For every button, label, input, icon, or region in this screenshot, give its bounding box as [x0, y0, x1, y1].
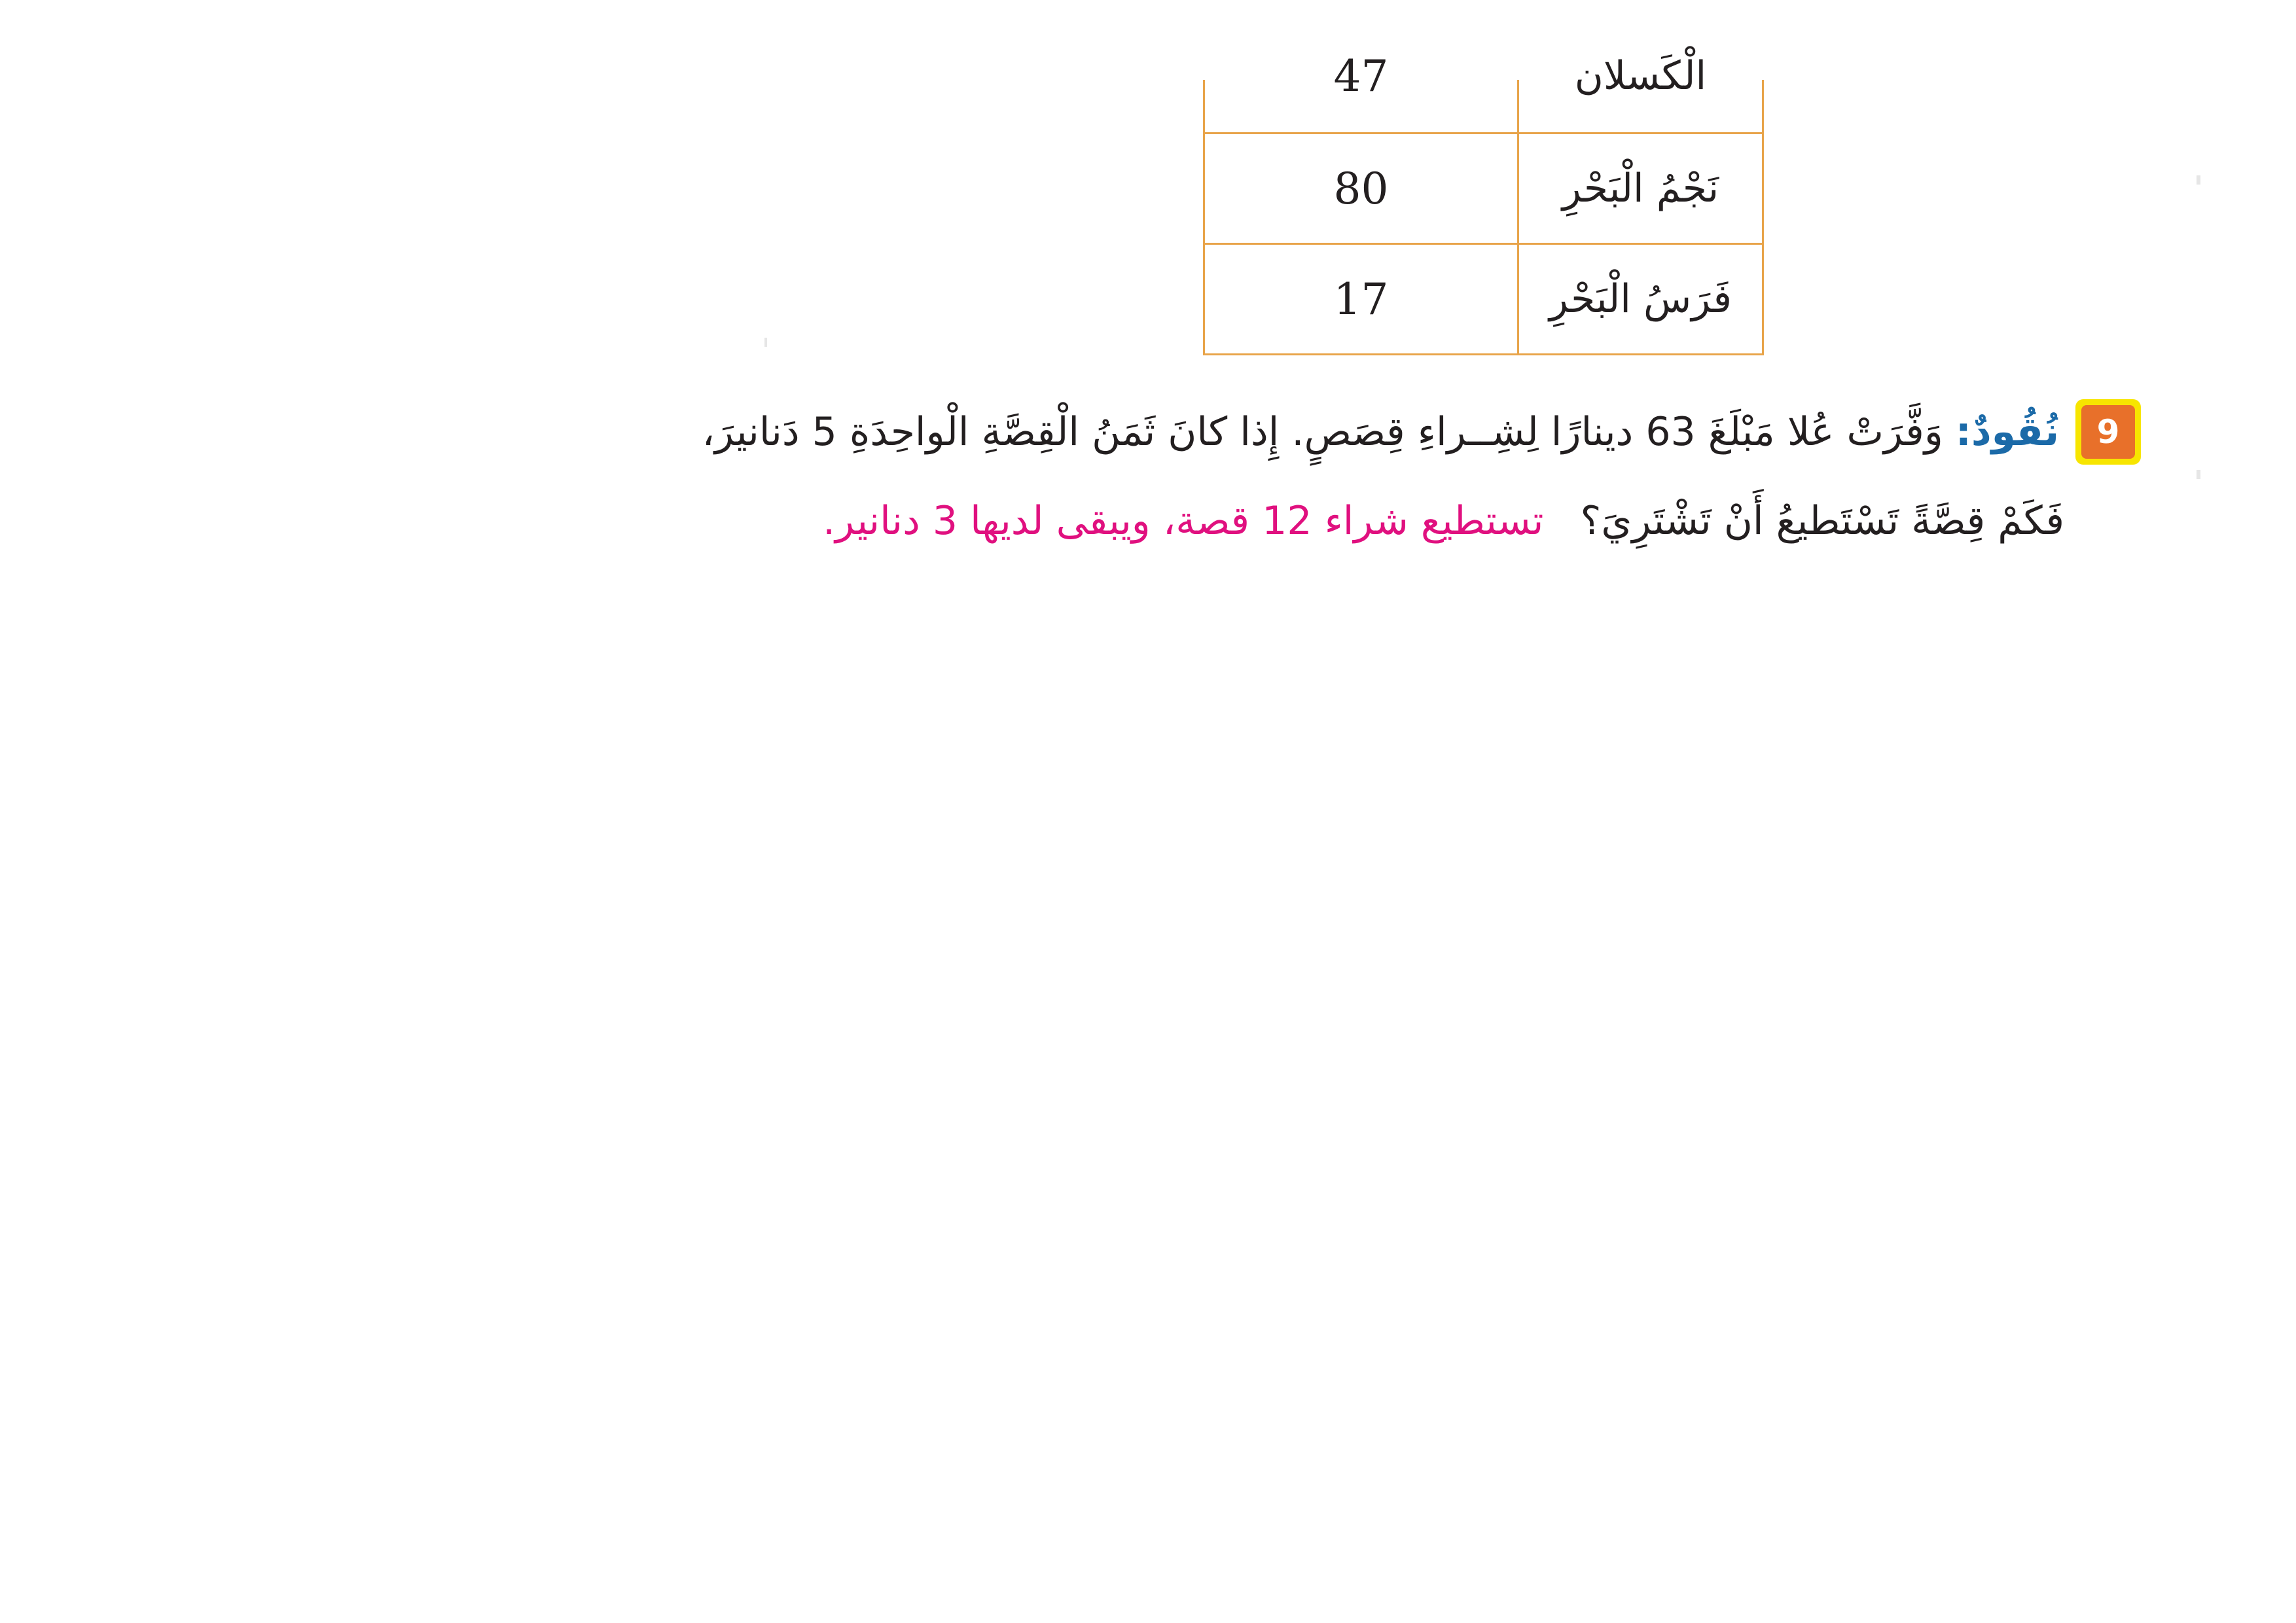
scan-mark [2197, 175, 2200, 185]
table-cell-name: فَرَسُ الْبَحْرِ [1518, 244, 1763, 355]
scan-mark [2197, 470, 2200, 479]
animal-table [1203, 50, 1762, 359]
problem-answer: تستطيع شراء 12 قصة، ويبقى لديها 3 دنانير. [823, 498, 1544, 544]
table-row [1204, 80, 1763, 134]
table-row [1204, 134, 1763, 244]
scan-mark [764, 338, 767, 347]
problem-statement: وَفَّرَتْ عُلا مَبْلَغَ 63 دينارًا لِشِــراءِ قِصَصٍ. إِذا كانَ ثَمَنُ الْقِصَّةِ الْواحِدَةِ 5 دَنانيرَ، [702, 409, 1943, 455]
problem-topic: نُقُودٌ: [1955, 409, 2059, 455]
table-cell-value: 80 [1204, 134, 1518, 244]
table-cell-value: 17 [1204, 244, 1518, 355]
problem-number-badge [2075, 399, 2141, 465]
problem-number: 9 [2081, 405, 2135, 459]
table-cell-value: 47 [1204, 80, 1518, 134]
data-table [1203, 50, 1764, 355]
table-row [1204, 244, 1763, 355]
table-cell-name: الْكَسلان [1518, 80, 1763, 134]
problem-line-1 [702, 406, 2059, 458]
problem-line-2 [823, 495, 2064, 547]
table-cell-name: نَجْمُ الْبَحْرِ [1518, 134, 1763, 244]
problem-question: فَكَمْ قِصَّةً تَسْتَطيعُ أَنْ تَشْتَرِيَ؟ [1580, 498, 2064, 544]
